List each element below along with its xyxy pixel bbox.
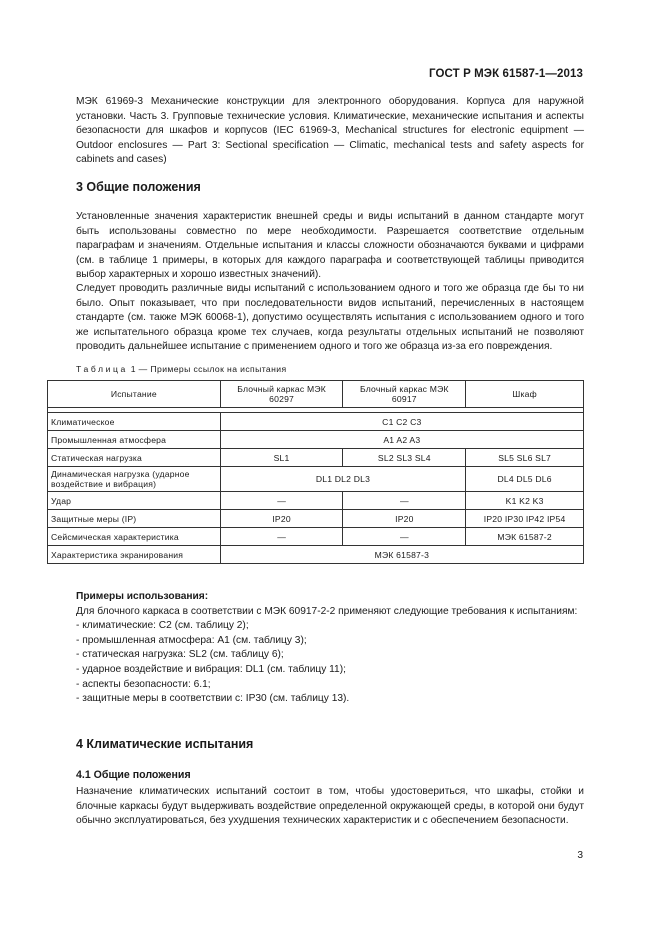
- section-3-title: 3 Общие положения: [76, 180, 201, 194]
- cell-cabinet: DL4 DL5 DL6: [466, 467, 584, 492]
- section-4-title: 4 Климатические испытания: [76, 737, 254, 751]
- list-item: - защитные меры в соответствии с: IP30 (см. таблицу 13).: [76, 693, 350, 705]
- list-item: - ударное воздействие и вибрация: DL1 (см. таблицу 11);: [76, 663, 346, 675]
- list-item: - аспекты безопасности: 6.1;: [76, 678, 211, 690]
- examples-list: [76, 619, 584, 707]
- table-row: [48, 413, 584, 431]
- table-caption-word: Таблица: [76, 364, 128, 374]
- cell-60297: SL1: [220, 449, 343, 467]
- list-item: - статическая нагрузка: SL2 (см. таблицу 6);: [76, 649, 284, 661]
- cell-60917: SL2 SL3 SL4: [343, 449, 466, 467]
- table-caption: [76, 364, 287, 374]
- row-value: C1 C2 C3: [220, 413, 583, 431]
- table-row: [48, 546, 584, 564]
- table-row: [48, 449, 584, 467]
- cell-60297-60917: DL1 DL2 DL3: [220, 467, 466, 492]
- cell-60917: IP20: [343, 510, 466, 528]
- row-name: Сейсмическая характеристика: [48, 528, 221, 546]
- cell-60297: —: [220, 528, 343, 546]
- table-row: [48, 510, 584, 528]
- row-name: Динамическая нагрузка (ударное воздействие и вибрация): [48, 467, 221, 492]
- examples-title: Примеры использования:: [76, 591, 209, 602]
- cell-60297: —: [220, 492, 343, 510]
- header-cabinet: Шкаф: [466, 381, 584, 408]
- header-60917: Блочный каркас МЭК 60917: [343, 381, 466, 408]
- list-item: - промышленная атмосфера: A1 (см. таблицу 3);: [76, 634, 307, 646]
- normative-reference: МЭК 61969-3 Механические конструкции для электронного оборудования. Корпуса для наружной установки. Часть 3. Групповые технические условия. Климатические, механические испытания и аспекты безопасности для шкафов и корпусов (IEC 61969-3, Mechanical structures for electronic equipment — Outdoor enclosures — Part 3: Sectional specification — Climatic, mechanical tests and safety aspects for cabinets and cases): [76, 96, 584, 166]
- section-4-1-paragraph: Назначение климатических испытаний состоит в том, чтобы удостовериться, что шкафы, стойки и блочные каркасы будут выдерживать воздействие определенной окружающей среды, в которой они будут обычно эксплуатироваться, без ухудшения технических характеристик и с обеспечением безопасности.: [76, 786, 584, 827]
- cell-cabinet: K1 K2 K3: [466, 492, 584, 510]
- cell-cabinet: SL5 SL6 SL7: [466, 449, 584, 467]
- section-3-paragraph-1: Установленные значения характеристик внешней среды и виды испытаний в данном стандарте могут быть использованы совместно по мере необходимости. Разрешается соответствие отдельным параграфам и значениям. Отдельные испытания и классы сложности обозначаются буквами и цифрами (см. в таблице 1 примеры, в которых для каждого параграфа и соответствующей таблицы приводится выбор характерных и хорошо известных значений).: [76, 211, 584, 281]
- cell-60917: —: [343, 528, 466, 546]
- cell-60297: IP20: [220, 510, 343, 528]
- examples-lead: Для блочного каркаса в соответствии с МЭК 60917-2-2 применяют следующие требования к испытаниям:: [76, 605, 578, 617]
- header-60297: Блочный каркас МЭК 60297: [220, 381, 343, 408]
- row-name: Защитные меры (IP): [48, 510, 221, 528]
- page-number: 3: [577, 850, 583, 861]
- section-4-1-title: 4.1 Общие положения: [76, 769, 191, 781]
- cell-60917: —: [343, 492, 466, 510]
- row-name: Статическая нагрузка: [48, 449, 221, 467]
- cell-cabinet: IP20 IP30 IP42 IP54: [466, 510, 584, 528]
- usage-examples: [76, 590, 584, 707]
- table-row: [48, 467, 584, 492]
- list-item: - климатические: C2 (см. таблицу 2);: [76, 620, 249, 632]
- table-row: [48, 431, 584, 449]
- row-name: Характеристика экранирования: [48, 546, 221, 564]
- row-value: МЭК 61587-3: [220, 546, 583, 564]
- row-value: A1 A2 A3: [220, 431, 583, 449]
- row-name: Промышленная атмосфера: [48, 431, 221, 449]
- row-name: Климатическое: [48, 413, 221, 431]
- cell-cabinet: МЭК 61587-2: [466, 528, 584, 546]
- table-caption-text: 1 — Примеры ссылок на испытания: [130, 364, 287, 374]
- section-3-paragraph-2: Следует проводить различные виды испытаний с использованием одного и того же образца где бы то ни было. Опыт показывает, что при последовательности видов испытаний, перечисленных в настоящем стандарте (см. также МЭК 60068-1), допустимо осуществлять испытания с использованием одного и того же испытательного образца кроме тех случаев, когда результаты отдельных испытаний не позволяют проводить дальнейшее испытание с применением одного и того же образца из-за его повреждения.: [76, 283, 584, 353]
- row-name: Удар: [48, 492, 221, 510]
- table-row: [48, 528, 584, 546]
- document-header: ГОСТ Р МЭК 61587-1—2013: [429, 68, 583, 80]
- table-row: [48, 492, 584, 510]
- header-test: Испытание: [48, 381, 221, 408]
- test-references-table: [47, 380, 584, 564]
- table-header-row: [48, 381, 584, 408]
